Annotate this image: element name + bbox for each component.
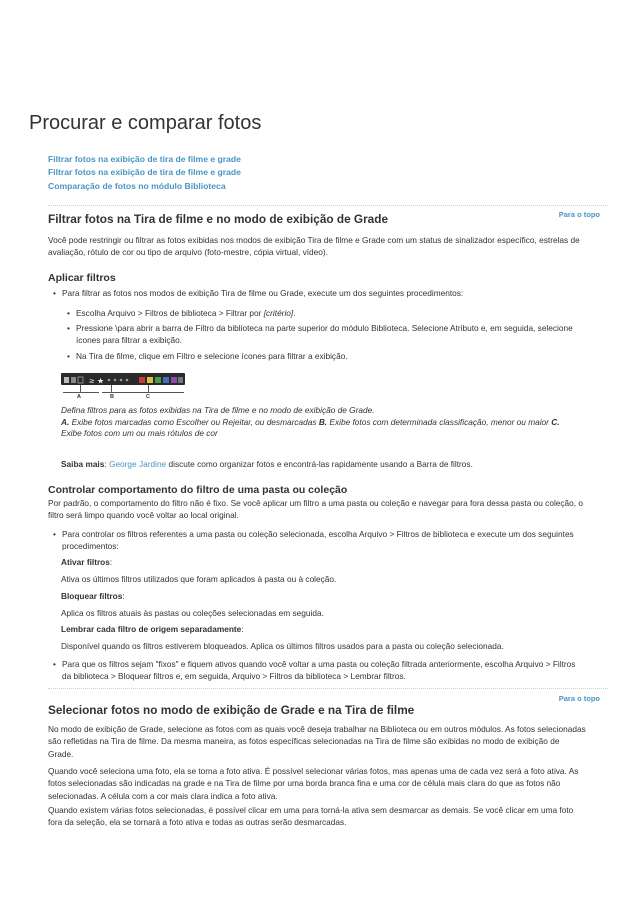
star-dot-icon [114,379,117,382]
select-para-2: Quando você seleciona uma foto, ela se torna a foto ativa. É possível selecionar várias fotos, mas apenas uma de cada vez será a foto ativa. As fotos selecionadas são indicadas na grade e na Tira de filme por uma borda branca fina e uma cor de célula mais clara do que as fotos não selecionadas. A célula com a cor mais clara indica a foto ativa. [48,766,579,801]
callout-label-a: A [77,394,81,400]
section-intro: Você pode restringir ou filtrar as fotos exibidas nos modos de exibição Tira de filme e Grade com um status de sinalizador específico, estrelas de avaliação, rótulo de cor ou tipo de arquivo (foto-mestre, cópia virtual, vídeo). [48,235,580,258]
label-other-icon [178,377,183,383]
callout-bracket-a [63,392,99,393]
star-dot-icon [120,379,123,382]
page-title: Procurar e comparar fotos [29,112,262,134]
option-desc-ativar: Ativa os últimos filtros utilizados que foram aplicados à pasta ou à coleção. [61,574,337,584]
control-intro: Por padrão, o comportamento do filtro não é fixo. Se você aplicar um filtro a uma pasta ou coleção e navegar para fora dessa pasta ou coleção, o filtro será limpo quando você voltar ao local original. [48,498,583,521]
option-desc-lembrar: Disponível quando os filtros estiverem bloqueados. Aplica os últimos filtros usados para a pasta ou coleção selecionada. [61,641,504,651]
label-blue-icon [163,377,169,383]
star-dot-icon [126,379,129,382]
rating-compare-icon: ≥ [89,377,95,385]
list-item: • Na Tira de filme, clique em Filtro e selecione ícones para filtrar a exibição. [76,350,348,362]
label-green-icon [155,377,161,383]
section-heading-select: Selecionar fotos no modo de exibição de Grade e na Tira de filme [48,703,415,717]
filter-bar-image [61,373,185,385]
toc-link-filter-2[interactable]: Filtrar fotos na exibição de tira de filme e grade [48,167,241,178]
option-label-bloquear: Bloquear filtros: [61,591,125,601]
subheading-apply-filters: Aplicar filtros [48,272,116,284]
callout-label-b: B [110,394,114,400]
callout-label-c: C [146,394,150,400]
callout-line-a [80,385,81,392]
star-dot-icon [108,379,111,382]
callout-bracket-c [140,392,184,393]
flag-pick-icon [64,377,69,383]
list-item: • Escolha Arquivo > Filtros de biblioteca > Filtrar por [critério]. [76,307,296,319]
subheading-control-filter: Controlar comportamento do filtro de uma pasta ou coleção [48,484,348,496]
star-icon: ★ [97,376,105,386]
learn-more: Saiba mais: George Jardine discute como organizar fotos e encontrá-las rapidamente usando a Barra de filtros. [61,459,473,469]
callout-line-b [111,385,112,392]
callout-bracket-b [102,392,140,393]
toc-link-filter-1[interactable]: Filtrar fotos na exibição de tira de filme e grade [48,154,241,164]
option-desc-bloquear: Aplica os filtros atuais às pastas ou coleções selecionadas em seguida. [61,608,324,618]
section-heading-filter: Filtrar fotos na Tira de filme e no modo de exibição de Grade [48,212,389,226]
label-purple-icon [171,377,177,383]
option-label-lembrar: Lembrar cada filtro de origem separadamente: [61,624,244,634]
section-divider [48,205,608,206]
list-item: • Para que os filtros sejam "fixos" e fiquem ativos quando você voltar a uma pasta ou coleção filtrada anteriormente, escolha Arquivo > Filtros da biblioteca > Bloquear filtros e, em seguida, Arquivo > Filtros da biblioteca > Lembrar filtros. [62,658,575,683]
toc-link-compare[interactable]: Comparação de fotos no módulo Biblioteca [48,180,226,191]
select-para-1: No modo de exibição de Grade, selecione as fotos com as quais você deseja trabalhar na Biblioteca ou em outros módulos. As fotos selecionadas são refletidas na Tira de filme. Da mesma maneira, as fotos específicas selecionadas na Tira de filme são exibidas no modo de exibição de Grade. [48,724,586,759]
callout-line-c [148,385,149,392]
select-para-3: Quando existem várias fotos selecionadas, é possível clicar em uma para torná-la ativa sem desmarcar as demais. Se você clicar em uma foto fora da seleção, ela se tornará a foto ativa e todas as outras serão desmarcadas. [48,805,574,828]
author-link[interactable]: George Jardine [108,459,167,469]
flag-reject-icon [78,377,83,383]
table-of-contents [48,153,241,193]
list-item: • Para controlar os filtros referentes a uma pasta ou coleção selecionada, escolha Arquivo > Filtros de biblioteca e execute um dos seguintes procedimentos: [62,528,574,553]
option-label-ativar: Ativar filtros: [61,557,113,567]
list-item: • Para filtrar as fotos nos modos de exibição Tira de filme ou Grade, execute um dos seguintes procedimentos: [62,287,463,299]
section-divider [48,688,608,689]
list-item: • Pressione \para abrir a barra de Filtro da biblioteca na parte superior do módulo Biblioteca. Selecione Atributo e, em seguida, selecione ícones para filtrar a exibição. [76,322,573,347]
back-to-top-link[interactable]: Para o topo [558,694,600,703]
flag-unflagged-icon [71,377,76,383]
label-yellow-icon [147,377,153,383]
label-red-icon [139,377,145,383]
back-to-top-link[interactable]: Para o topo [558,210,600,219]
figure-caption: Defina filtros para as fotos exibidas na Tira de filme e no modo de exibição de Grade. A. Exibe fotos marcadas como Escolher ou Rejeitar, ou desmarcadas B. Exibe fotos com determinada classificação, menor ou maior C. Exibe fotos com um ou mais rótulos de cor [61,405,560,438]
